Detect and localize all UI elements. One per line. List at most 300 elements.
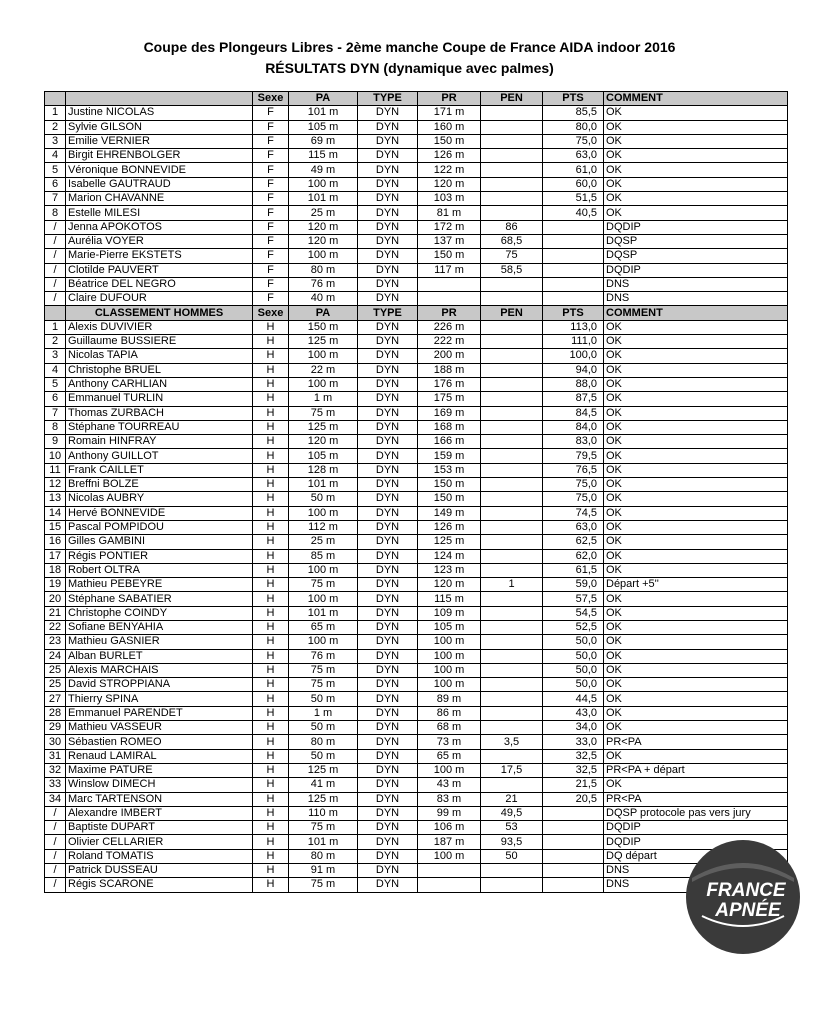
cell-name: Patrick DUSSEAU [66, 864, 253, 878]
table-row [45, 377, 788, 391]
cell-type: DYN [358, 535, 418, 549]
table-row [45, 234, 788, 248]
cell-pts: 79,5 [543, 449, 604, 463]
table-row [45, 578, 788, 592]
cell-name: Alban BURLET [66, 649, 253, 663]
cell-type: DYN [358, 578, 418, 592]
cell-comment: OK [604, 392, 788, 406]
header-pa: PA [289, 92, 358, 106]
cell-pr: 137 m [418, 234, 481, 248]
cell-rank: 4 [45, 363, 66, 377]
cell-pen [481, 506, 543, 520]
cell-comment: DQDIP [604, 821, 788, 835]
cell-pts: 61,0 [543, 163, 604, 177]
cell-type: DYN [358, 692, 418, 706]
cell-pen [481, 478, 543, 492]
cell-pen [481, 435, 543, 449]
cell-type: DYN [358, 749, 418, 763]
cell-pr: 200 m [418, 349, 481, 363]
cell-pen [481, 663, 543, 677]
cell-pr: 120 m [418, 177, 481, 191]
cell-type: DYN [358, 177, 418, 191]
cell-type: DYN [358, 120, 418, 134]
header-name [66, 92, 253, 106]
cell-pen: 86 [481, 220, 543, 234]
cell-sexe: H [253, 849, 289, 863]
cell-comment: OK [604, 663, 788, 677]
cell-type: DYN [358, 878, 418, 892]
cell-sexe: F [253, 234, 289, 248]
cell-type: DYN [358, 520, 418, 534]
cell-name: Sylvie GILSON [66, 120, 253, 134]
cell-pen [481, 535, 543, 549]
cell-type: DYN [358, 320, 418, 334]
header-sexe: Sexe [253, 92, 289, 106]
cell-sexe: H [253, 821, 289, 835]
cell-name: Alexis MARCHAIS [66, 663, 253, 677]
cell-name: Mathieu VASSEUR [66, 721, 253, 735]
cell-comment: OK [604, 149, 788, 163]
cell-sexe: H [253, 535, 289, 549]
cell-pa: 22 m [289, 363, 358, 377]
cell-pts: 80,0 [543, 120, 604, 134]
cell-sexe: H [253, 692, 289, 706]
cell-pr [418, 292, 481, 306]
table-row [45, 749, 788, 763]
cell-comment: OK [604, 335, 788, 349]
cell-pts: 40,5 [543, 206, 604, 220]
cell-pen [481, 864, 543, 878]
cell-pa: 75 m [289, 663, 358, 677]
cell-pts: 74,5 [543, 506, 604, 520]
cell-rank: 6 [45, 392, 66, 406]
cell-comment: OK [604, 778, 788, 792]
cell-rank: / [45, 806, 66, 820]
table-row [45, 535, 788, 549]
logo-line2: APNÉE [715, 900, 781, 921]
cell-rank: / [45, 878, 66, 892]
cell-sexe: H [253, 320, 289, 334]
cell-sexe: H [253, 620, 289, 634]
logo-line1: FRANCE [706, 880, 786, 901]
cell-pa: 80 m [289, 735, 358, 749]
table-row [45, 735, 788, 749]
cell-comment: OK [604, 449, 788, 463]
cell-comment: OK [604, 692, 788, 706]
cell-rank: / [45, 277, 66, 291]
cell-name: Mathieu PEBEYRE [66, 578, 253, 592]
cell-pen [481, 635, 543, 649]
cell-pr: 150 m [418, 249, 481, 263]
cell-sexe: H [253, 406, 289, 420]
cell-pr: 100 m [418, 763, 481, 777]
cell-rank: 16 [45, 535, 66, 549]
cell-name: Stéphane SABATIER [66, 592, 253, 606]
cell-sexe: F [253, 292, 289, 306]
cell-pts [543, 277, 604, 291]
cell-name: Régis PONTIER [66, 549, 253, 563]
cell-sexe: H [253, 806, 289, 820]
cell-pa: 76 m [289, 649, 358, 663]
cell-pts: 32,5 [543, 763, 604, 777]
cell-pen [481, 620, 543, 634]
cell-type: DYN [358, 549, 418, 563]
cell-pa: 50 m [289, 692, 358, 706]
cell-rank: 25 [45, 678, 66, 692]
cell-type: DYN [358, 463, 418, 477]
cell-pr: 126 m [418, 520, 481, 534]
cell-pts: 21,5 [543, 778, 604, 792]
cell-comment: OK [604, 435, 788, 449]
cell-comment: OK [604, 620, 788, 634]
cell-pen [481, 592, 543, 606]
table-row [45, 864, 788, 878]
cell-comment: OK [604, 463, 788, 477]
table-header-row [45, 92, 788, 106]
cell-type: DYN [358, 606, 418, 620]
cell-type: DYN [358, 735, 418, 749]
cell-sexe: F [253, 220, 289, 234]
cell-pen [481, 420, 543, 434]
cell-pts: 84,5 [543, 406, 604, 420]
cell-pts: 44,5 [543, 692, 604, 706]
cell-pen: 68,5 [481, 234, 543, 248]
page-subtitle: RÉSULTATS DYN (dynamique avec palmes) [265, 60, 554, 76]
cell-name: Emmanuel TURLIN [66, 392, 253, 406]
cell-type: DYN [358, 492, 418, 506]
table-row [45, 392, 788, 406]
cell-name: Mathieu GASNIER [66, 635, 253, 649]
cell-pts: 32,5 [543, 749, 604, 763]
table-row [45, 878, 788, 892]
table-row [45, 163, 788, 177]
cell-pts [543, 864, 604, 878]
cell-comment: DNS [604, 292, 788, 306]
cell-type: DYN [358, 134, 418, 148]
cell-name: Béatrice DEL NEGRO [66, 277, 253, 291]
cell-name: Frank CAILLET [66, 463, 253, 477]
cell-pts: 85,5 [543, 106, 604, 120]
cell-pen [481, 406, 543, 420]
cell-pr: 106 m [418, 821, 481, 835]
table-row [45, 778, 788, 792]
cell-pr: 100 m [418, 663, 481, 677]
cell-type: DYN [358, 363, 418, 377]
cell-pr: 175 m [418, 392, 481, 406]
cell-sexe: F [253, 249, 289, 263]
cell-pa: 101 m [289, 106, 358, 120]
cell-pa: 75 m [289, 878, 358, 892]
cell-sexe: H [253, 492, 289, 506]
cell-pts: 60,0 [543, 177, 604, 191]
cell-pa: 105 m [289, 449, 358, 463]
cell-sexe: H [253, 335, 289, 349]
cell-rank: / [45, 263, 66, 277]
cell-type: DYN [358, 721, 418, 735]
cell-pr [418, 878, 481, 892]
header-pts: PTS [543, 306, 604, 320]
cell-pa: 80 m [289, 263, 358, 277]
cell-rank: 30 [45, 735, 66, 749]
cell-type: DYN [358, 506, 418, 520]
cell-pr: 81 m [418, 206, 481, 220]
header-pts: PTS [543, 92, 604, 106]
cell-pa: 120 m [289, 234, 358, 248]
cell-comment: OK [604, 478, 788, 492]
cell-type: DYN [358, 435, 418, 449]
cell-comment: PR<PA [604, 735, 788, 749]
cell-pa: 101 m [289, 835, 358, 849]
table-row [45, 763, 788, 777]
cell-rank: 6 [45, 177, 66, 191]
cell-pa: 110 m [289, 806, 358, 820]
cell-pr: 150 m [418, 492, 481, 506]
cell-sexe: H [253, 377, 289, 391]
cell-name: Marie-Pierre EKSTETS [66, 249, 253, 263]
cell-pr: 43 m [418, 778, 481, 792]
header-pen: PEN [481, 92, 543, 106]
cell-pen [481, 192, 543, 206]
cell-pen [481, 292, 543, 306]
cell-pr: 126 m [418, 149, 481, 163]
cell-sexe: F [253, 206, 289, 220]
cell-pa: 75 m [289, 578, 358, 592]
cell-pa: 105 m [289, 120, 358, 134]
cell-pr [418, 864, 481, 878]
cell-pts: 84,0 [543, 420, 604, 434]
cell-comment: OK [604, 520, 788, 534]
cell-name: Anthony GUILLOT [66, 449, 253, 463]
cell-comment: DQSP [604, 234, 788, 248]
cell-sexe: H [253, 606, 289, 620]
cell-sexe: F [253, 149, 289, 163]
cell-pts: 50,0 [543, 635, 604, 649]
table-row [45, 277, 788, 291]
cell-comment: OK [604, 349, 788, 363]
cell-sexe: H [253, 864, 289, 878]
table-row [45, 549, 788, 563]
cell-pr: 176 m [418, 377, 481, 391]
cell-sexe: H [253, 635, 289, 649]
cell-comment: OK [604, 563, 788, 577]
table-row [45, 463, 788, 477]
cell-pen [481, 492, 543, 506]
cell-type: DYN [358, 835, 418, 849]
cell-pa: 112 m [289, 520, 358, 534]
cell-pa: 115 m [289, 149, 358, 163]
cell-sexe: H [253, 349, 289, 363]
cell-type: DYN [358, 234, 418, 248]
cell-pa: 101 m [289, 192, 358, 206]
cell-rank: 1 [45, 320, 66, 334]
cell-rank: 34 [45, 792, 66, 806]
cell-pr: 109 m [418, 606, 481, 620]
header-type: TYPE [358, 92, 418, 106]
table-row [45, 520, 788, 534]
table-row [45, 821, 788, 835]
cell-comment: OK [604, 363, 788, 377]
cell-pr: 188 m [418, 363, 481, 377]
table-row [45, 635, 788, 649]
cell-rank: 18 [45, 563, 66, 577]
cell-comment: OK [604, 635, 788, 649]
cell-sexe: H [253, 663, 289, 677]
cell-pen [481, 335, 543, 349]
cell-pa: 25 m [289, 535, 358, 549]
cell-pr: 123 m [418, 563, 481, 577]
cell-sexe: H [253, 392, 289, 406]
cell-sexe: H [253, 706, 289, 720]
cell-name: Claire DUFOUR [66, 292, 253, 306]
cell-type: DYN [358, 763, 418, 777]
cell-pen [481, 606, 543, 620]
cell-name: Clotilde PAUVERT [66, 263, 253, 277]
cell-pts [543, 849, 604, 863]
header-name: CLASSEMENT HOMMES [66, 306, 253, 320]
cell-name: Régis SCARONE [66, 878, 253, 892]
cell-pen [481, 363, 543, 377]
cell-name: Christophe COINDY [66, 606, 253, 620]
cell-pen: 17,5 [481, 763, 543, 777]
cell-name: Olivier CELLARIER [66, 835, 253, 849]
cell-pa: 91 m [289, 864, 358, 878]
cell-name: Isabelle GAUTRAUD [66, 177, 253, 191]
cell-pr: 120 m [418, 578, 481, 592]
cell-pen: 3,5 [481, 735, 543, 749]
table-row [45, 806, 788, 820]
cell-rank: 20 [45, 592, 66, 606]
cell-rank: 22 [45, 620, 66, 634]
cell-pa: 75 m [289, 406, 358, 420]
cell-name: Sébastien ROMEO [66, 735, 253, 749]
cell-comment: OK [604, 506, 788, 520]
cell-sexe: H [253, 778, 289, 792]
cell-sexe: H [253, 592, 289, 606]
cell-comment: DQDIP [604, 835, 788, 849]
cell-type: DYN [358, 192, 418, 206]
cell-pa: 41 m [289, 778, 358, 792]
table-row [45, 449, 788, 463]
cell-pa: 40 m [289, 292, 358, 306]
cell-rank: 33 [45, 778, 66, 792]
cell-pts: 76,5 [543, 463, 604, 477]
cell-comment: OK [604, 492, 788, 506]
table-row [45, 320, 788, 334]
cell-type: DYN [358, 592, 418, 606]
cell-sexe: H [253, 792, 289, 806]
cell-pr: 172 m [418, 220, 481, 234]
cell-type: DYN [358, 349, 418, 363]
cell-pa: 65 m [289, 620, 358, 634]
cell-sexe: F [253, 192, 289, 206]
cell-pr: 150 m [418, 478, 481, 492]
cell-sexe: H [253, 835, 289, 849]
cell-name: Alexis DUVIVIER [66, 320, 253, 334]
cell-sexe: F [253, 134, 289, 148]
page-title: Coupe des Plongeurs Libres - 2ème manche Coupe de France AIDA indoor 2016 [143, 39, 676, 55]
table-row [45, 478, 788, 492]
cell-pts: 59,0 [543, 578, 604, 592]
table-row [45, 506, 788, 520]
cell-pr: 150 m [418, 134, 481, 148]
cell-comment: DQ départ [604, 849, 788, 863]
table-row [45, 149, 788, 163]
cell-rank: 21 [45, 606, 66, 620]
cell-rank: 3 [45, 134, 66, 148]
cell-pts: 51,5 [543, 192, 604, 206]
cell-sexe: H [253, 420, 289, 434]
cell-pr [418, 277, 481, 291]
cell-pts: 20,5 [543, 792, 604, 806]
cell-pr: 166 m [418, 435, 481, 449]
cell-pr: 103 m [418, 192, 481, 206]
cell-name: Jenna APOKOTOS [66, 220, 253, 234]
cell-rank: 17 [45, 549, 66, 563]
cell-pts: 61,5 [543, 563, 604, 577]
cell-pts: 34,0 [543, 721, 604, 735]
header-rank [45, 306, 66, 320]
cell-type: DYN [358, 778, 418, 792]
table-row [45, 792, 788, 806]
cell-sexe: H [253, 649, 289, 663]
cell-sexe: H [253, 363, 289, 377]
results-table [44, 91, 788, 893]
cell-pen [481, 749, 543, 763]
cell-pen [481, 149, 543, 163]
table-row [45, 692, 788, 706]
cell-sexe: H [253, 449, 289, 463]
table-row [45, 620, 788, 634]
cell-pen [481, 692, 543, 706]
cell-pen [481, 120, 543, 134]
table-row [45, 592, 788, 606]
cell-pa: 49 m [289, 163, 358, 177]
table-row [45, 492, 788, 506]
cell-sexe: H [253, 749, 289, 763]
cell-rank: 19 [45, 578, 66, 592]
table-row [45, 363, 788, 377]
cell-name: Marc TARTENSON [66, 792, 253, 806]
cell-sexe: H [253, 763, 289, 777]
header-pa: PA [289, 306, 358, 320]
cell-name: Marion CHAVANNE [66, 192, 253, 206]
cell-name: Hervé BONNEVIDE [66, 506, 253, 520]
cell-rank: 5 [45, 163, 66, 177]
cell-pen [481, 206, 543, 220]
cell-name: Renaud LAMIRAL [66, 749, 253, 763]
cell-rank: / [45, 220, 66, 234]
cell-comment: OK [604, 192, 788, 206]
cell-pts: 113,0 [543, 320, 604, 334]
cell-pa: 75 m [289, 678, 358, 692]
cell-rank: 15 [45, 520, 66, 534]
cell-pts: 111,0 [543, 335, 604, 349]
cell-pa: 75 m [289, 821, 358, 835]
cell-pr: 100 m [418, 635, 481, 649]
cell-rank: 8 [45, 420, 66, 434]
table-row [45, 649, 788, 663]
cell-pts: 75,0 [543, 134, 604, 148]
cell-comment: OK [604, 749, 788, 763]
cell-name: Thierry SPINA [66, 692, 253, 706]
table-row [45, 292, 788, 306]
cell-rank: 9 [45, 435, 66, 449]
table-row [45, 134, 788, 148]
cell-type: DYN [358, 277, 418, 291]
cell-pts: 50,0 [543, 663, 604, 677]
table-row [45, 406, 788, 420]
cell-rank: 14 [45, 506, 66, 520]
